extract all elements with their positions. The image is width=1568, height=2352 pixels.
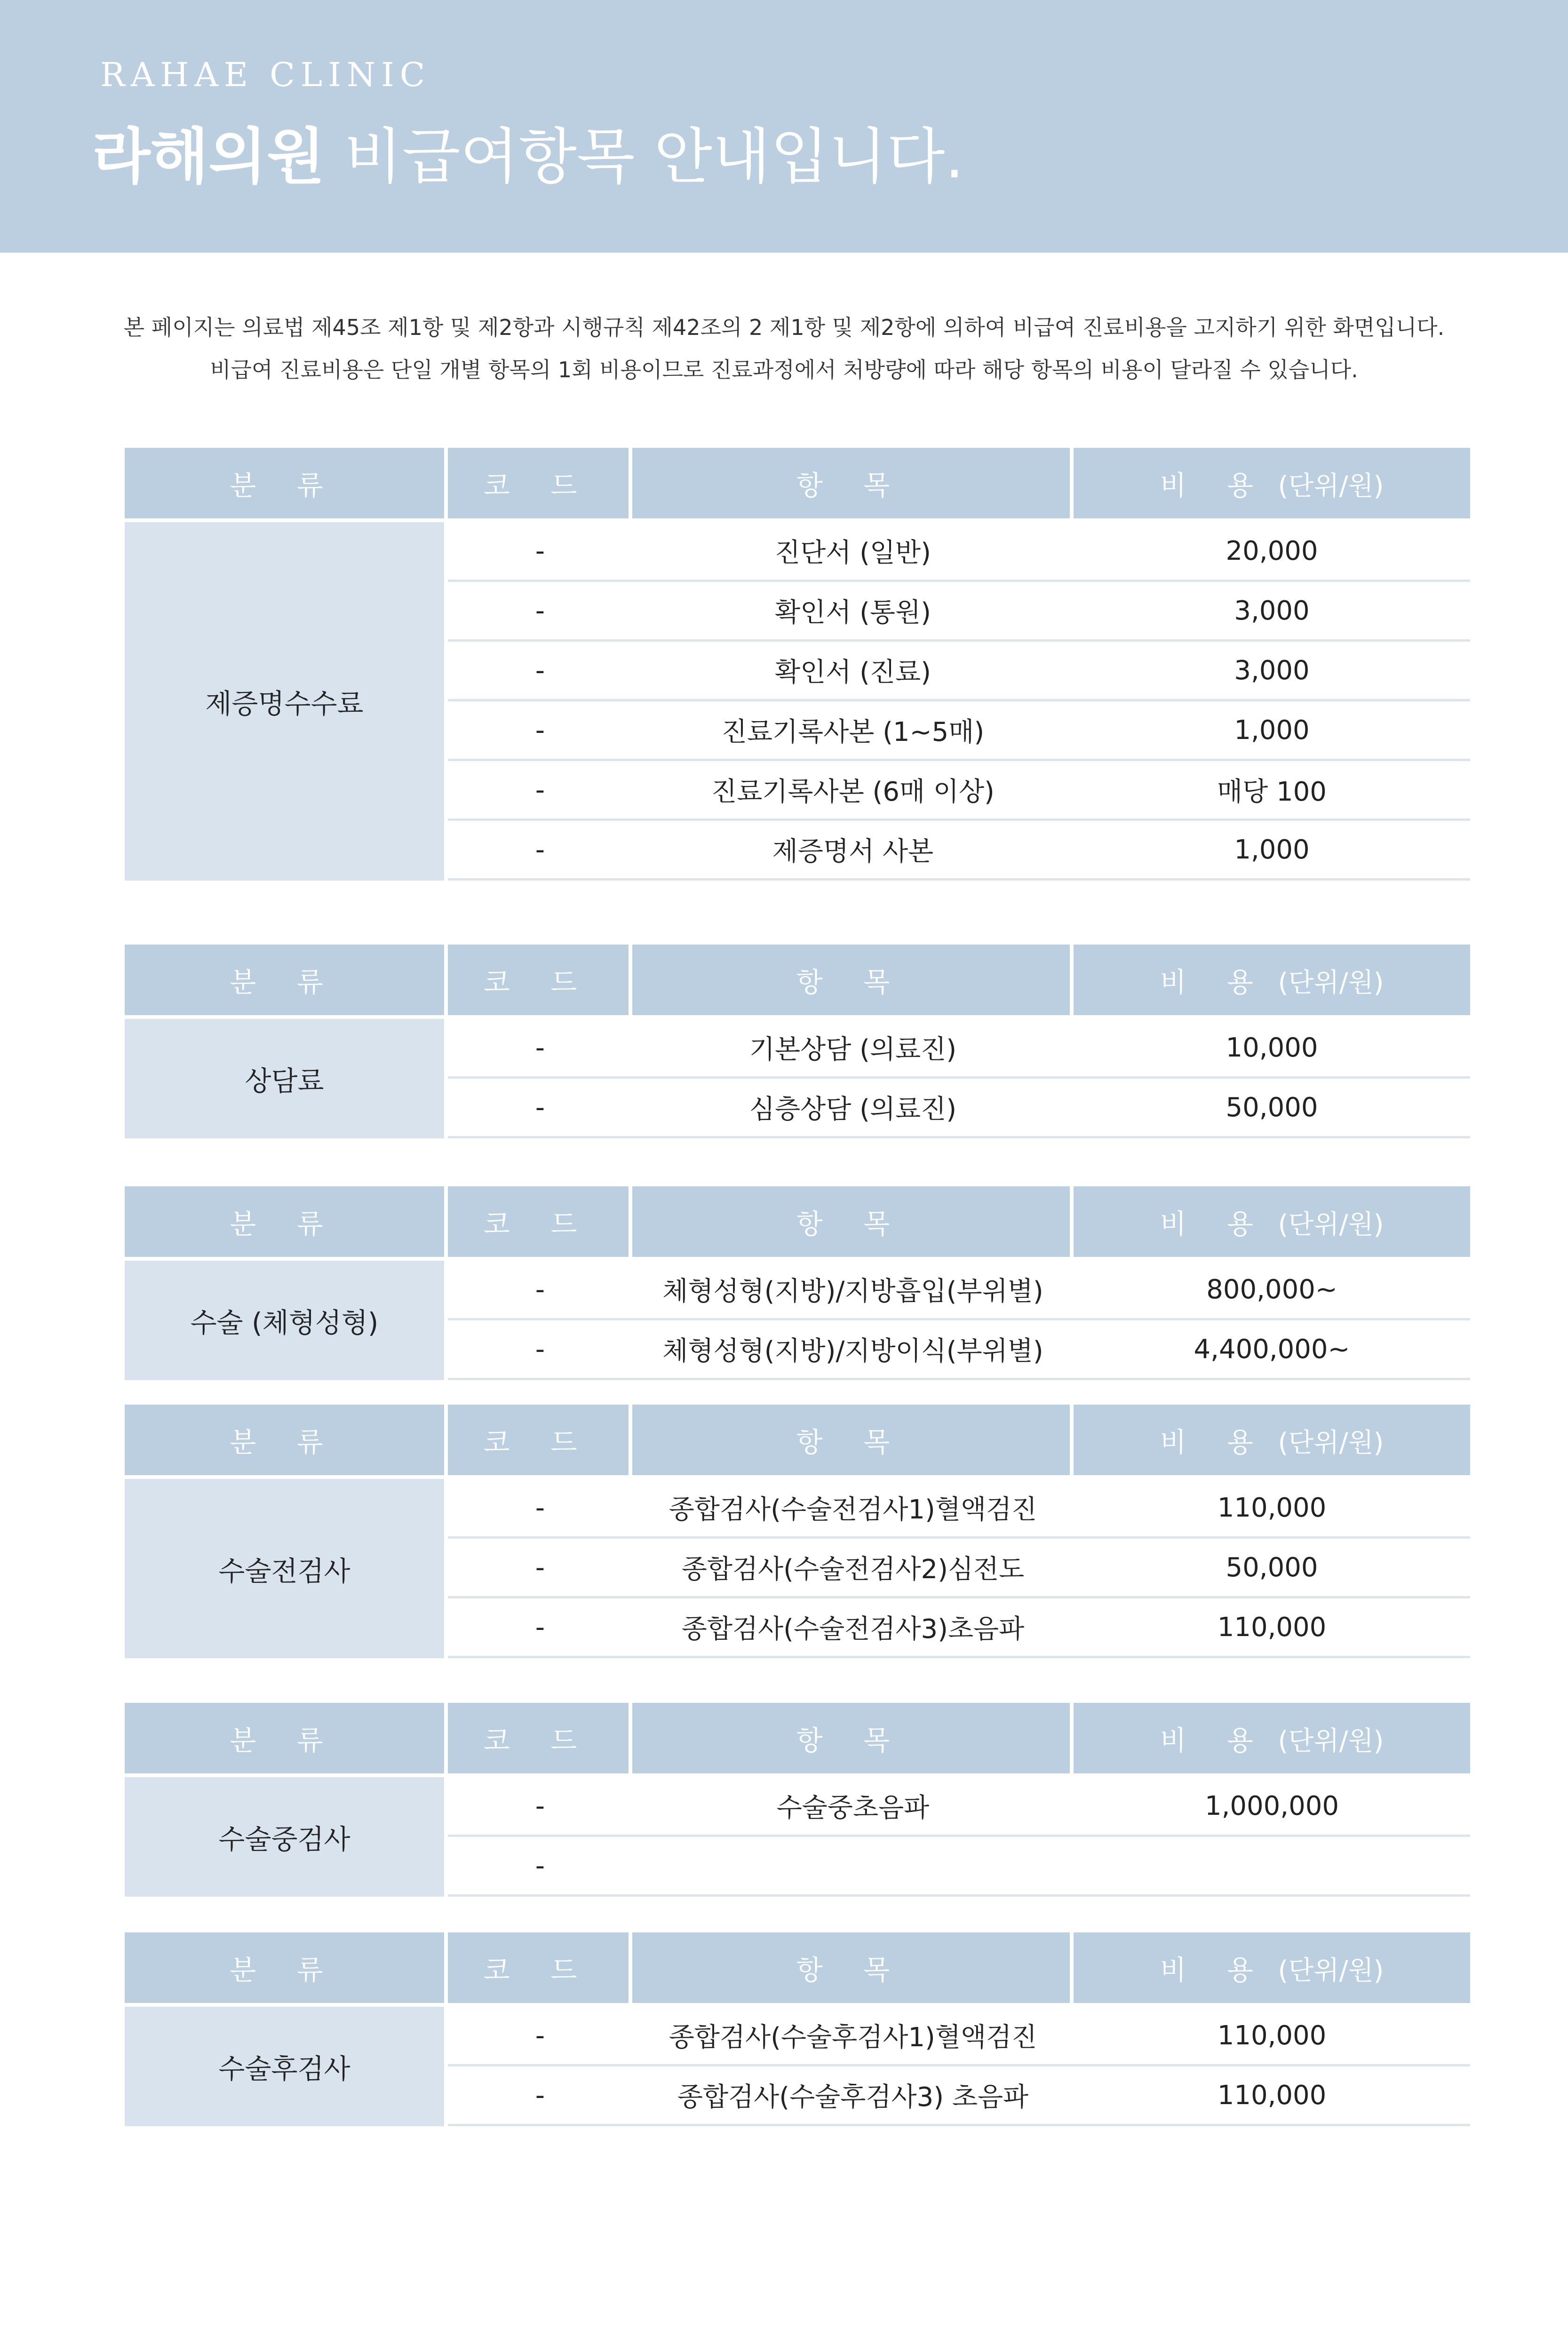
code-cell: - — [448, 2066, 632, 2126]
header-code: 코 드 — [448, 1932, 632, 2003]
fee-table-0 — [125, 448, 1470, 881]
cost-cell: 800,000~ — [1074, 1261, 1470, 1320]
code-cell: - — [448, 1320, 632, 1380]
cost-cell: 110,000 — [1074, 1598, 1470, 1658]
header-cost-unit: (단위/원) — [1278, 968, 1384, 998]
title-rest: 비급여항목 안내입니다. — [325, 122, 964, 192]
table-header-row — [125, 1186, 1470, 1257]
header-item: 항 목 — [632, 1186, 1074, 1257]
table-row — [125, 2007, 1470, 2066]
category-cell: 수술후검사 — [125, 2007, 448, 2126]
header-item: 항 목 — [632, 1703, 1074, 1773]
code-cell: - — [448, 761, 632, 821]
header-code: 코 드 — [448, 448, 632, 518]
category-cell: 수술중검사 — [125, 1777, 448, 1897]
table-row — [125, 1261, 1470, 1320]
cost-cell: 3,000 — [1074, 582, 1470, 642]
fee-table — [125, 448, 1470, 881]
fee-table-3 — [125, 1405, 1470, 1658]
table-row — [125, 1019, 1470, 1079]
item-cell: 종합검사(수술전검사2)심전도 — [632, 1539, 1074, 1598]
header-cost-label: 비 용 — [1160, 1426, 1270, 1458]
header-category: 분 류 — [125, 1405, 448, 1475]
code-cell: - — [448, 1539, 632, 1598]
code-cell: - — [448, 1479, 632, 1539]
item-cell: 진단서 (일반) — [632, 522, 1074, 582]
notice-line-2: 비급여 진료비용은 단일 개별 항목의 1회 비용이므로 진료과정에서 처방량에 따라 해당 항목의 비용이 달라질 수 있습니다. — [210, 357, 1358, 382]
cost-cell: 50,000 — [1074, 1079, 1470, 1138]
header-cost-label: 비 용 — [1160, 1208, 1270, 1240]
code-cell: - — [448, 821, 632, 881]
code-cell: - — [448, 1598, 632, 1658]
header-cost — [1074, 1932, 1470, 2003]
header-cost-unit: (단위/원) — [1278, 1209, 1384, 1240]
fee-table — [125, 1405, 1470, 1658]
cost-cell: 1,000 — [1074, 701, 1470, 761]
header-cost-unit: (단위/원) — [1278, 1726, 1384, 1756]
item-cell: 심층상담 (의료진) — [632, 1079, 1074, 1138]
cost-cell — [1074, 1837, 1470, 1897]
brand-name: RAHAE CLINIC — [100, 56, 431, 94]
item-cell: 진료기록사본 (1~5매) — [632, 701, 1074, 761]
item-cell: 종합검사(수술전검사3)초음파 — [632, 1598, 1074, 1658]
header-code: 코 드 — [448, 945, 632, 1015]
header-cost — [1074, 1186, 1470, 1257]
table-row — [125, 1479, 1470, 1539]
fee-table-1 — [125, 945, 1470, 1138]
table-header-row — [125, 945, 1470, 1015]
header-cost-unit: (단위/원) — [1278, 1428, 1384, 1458]
cost-cell: 1,000,000 — [1074, 1777, 1470, 1837]
fee-table — [125, 1932, 1470, 2126]
cost-cell: 110,000 — [1074, 1479, 1470, 1539]
category-cell: 수술전검사 — [125, 1479, 448, 1658]
cost-cell: 1,000 — [1074, 821, 1470, 881]
header-banner — [0, 0, 1568, 253]
code-cell: - — [448, 1019, 632, 1079]
code-cell: - — [448, 701, 632, 761]
notice-line-1: 본 페이지는 의료법 제45조 제1항 및 제2항과 시행규칙 제42조의 2 제1항 및 제2항에 의하여 비급여 진료비용을 고지하기 위한 화면입니다. — [123, 315, 1445, 340]
item-cell: 종합검사(수술후검사1)혈액검진 — [632, 2007, 1074, 2066]
cost-cell: 10,000 — [1074, 1019, 1470, 1079]
code-cell: - — [448, 582, 632, 642]
item-cell: 확인서 (진료) — [632, 642, 1074, 701]
fee-table-5 — [125, 1932, 1470, 2126]
header-code: 코 드 — [448, 1186, 632, 1257]
header-cost — [1074, 448, 1470, 518]
header-cost — [1074, 1703, 1470, 1773]
code-cell: - — [448, 1837, 632, 1897]
cost-cell: 4,400,000~ — [1074, 1320, 1470, 1380]
header-item: 항 목 — [632, 945, 1074, 1015]
cost-cell: 110,000 — [1074, 2066, 1470, 2126]
fee-table — [125, 945, 1470, 1138]
item-cell: 수술중초음파 — [632, 1777, 1074, 1837]
code-cell: - — [448, 2007, 632, 2066]
code-cell: - — [448, 522, 632, 582]
fee-table — [125, 1186, 1470, 1380]
header-cost-label: 비 용 — [1160, 1954, 1270, 1986]
header-category: 분 류 — [125, 1186, 448, 1257]
cost-cell: 110,000 — [1074, 2007, 1470, 2066]
item-cell — [632, 1837, 1074, 1897]
header-cost-label: 비 용 — [1160, 469, 1270, 501]
cost-cell: 매당 100 — [1074, 761, 1470, 821]
category-cell: 제증명수수료 — [125, 522, 448, 881]
fee-table-2 — [125, 1186, 1470, 1380]
item-cell: 제증명서 사본 — [632, 821, 1074, 881]
header-item: 항 목 — [632, 1405, 1074, 1475]
header-cost — [1074, 1405, 1470, 1475]
header-cost-label: 비 용 — [1160, 966, 1270, 998]
code-cell: - — [448, 1777, 632, 1837]
title-clinic-name: 라해의원 — [92, 122, 325, 192]
category-cell: 상담료 — [125, 1019, 448, 1138]
item-cell: 종합검사(수술전검사1)혈액검진 — [632, 1479, 1074, 1539]
table-header-row — [125, 1703, 1470, 1773]
item-cell: 체형성형(지방)/지방이식(부위별) — [632, 1320, 1074, 1380]
header-code: 코 드 — [448, 1405, 632, 1475]
table-header-row — [125, 448, 1470, 518]
header-code: 코 드 — [448, 1703, 632, 1773]
header-cost-unit: (단위/원) — [1278, 1955, 1384, 1986]
header-category: 분 류 — [125, 945, 448, 1015]
category-cell: 수술 (체형성형) — [125, 1261, 448, 1380]
code-cell: - — [448, 642, 632, 701]
header-category: 분 류 — [125, 1703, 448, 1773]
header-cost — [1074, 945, 1470, 1015]
header-cost-unit: (단위/원) — [1278, 471, 1384, 501]
fee-table — [125, 1703, 1470, 1897]
item-cell: 기본상담 (의료진) — [632, 1019, 1074, 1079]
code-cell: - — [448, 1261, 632, 1320]
table-row — [125, 522, 1470, 582]
table-header-row — [125, 1932, 1470, 2003]
header-item: 항 목 — [632, 448, 1074, 518]
cost-cell: 3,000 — [1074, 642, 1470, 701]
item-cell: 진료기록사본 (6매 이상) — [632, 761, 1074, 821]
header-category: 분 류 — [125, 1932, 448, 2003]
fee-table-4 — [125, 1703, 1470, 1897]
page-title — [92, 108, 964, 195]
code-cell: - — [448, 1079, 632, 1138]
item-cell: 종합검사(수술후검사3) 초음파 — [632, 2066, 1074, 2126]
item-cell: 확인서 (통원) — [632, 582, 1074, 642]
item-cell: 체형성형(지방)/지방흡입(부위별) — [632, 1261, 1074, 1320]
table-header-row — [125, 1405, 1470, 1475]
header-category: 분 류 — [125, 448, 448, 518]
cost-cell: 50,000 — [1074, 1539, 1470, 1598]
cost-cell: 20,000 — [1074, 522, 1470, 582]
header-cost-label: 비 용 — [1160, 1724, 1270, 1756]
table-row — [125, 1777, 1470, 1837]
header-item: 항 목 — [632, 1932, 1074, 2003]
